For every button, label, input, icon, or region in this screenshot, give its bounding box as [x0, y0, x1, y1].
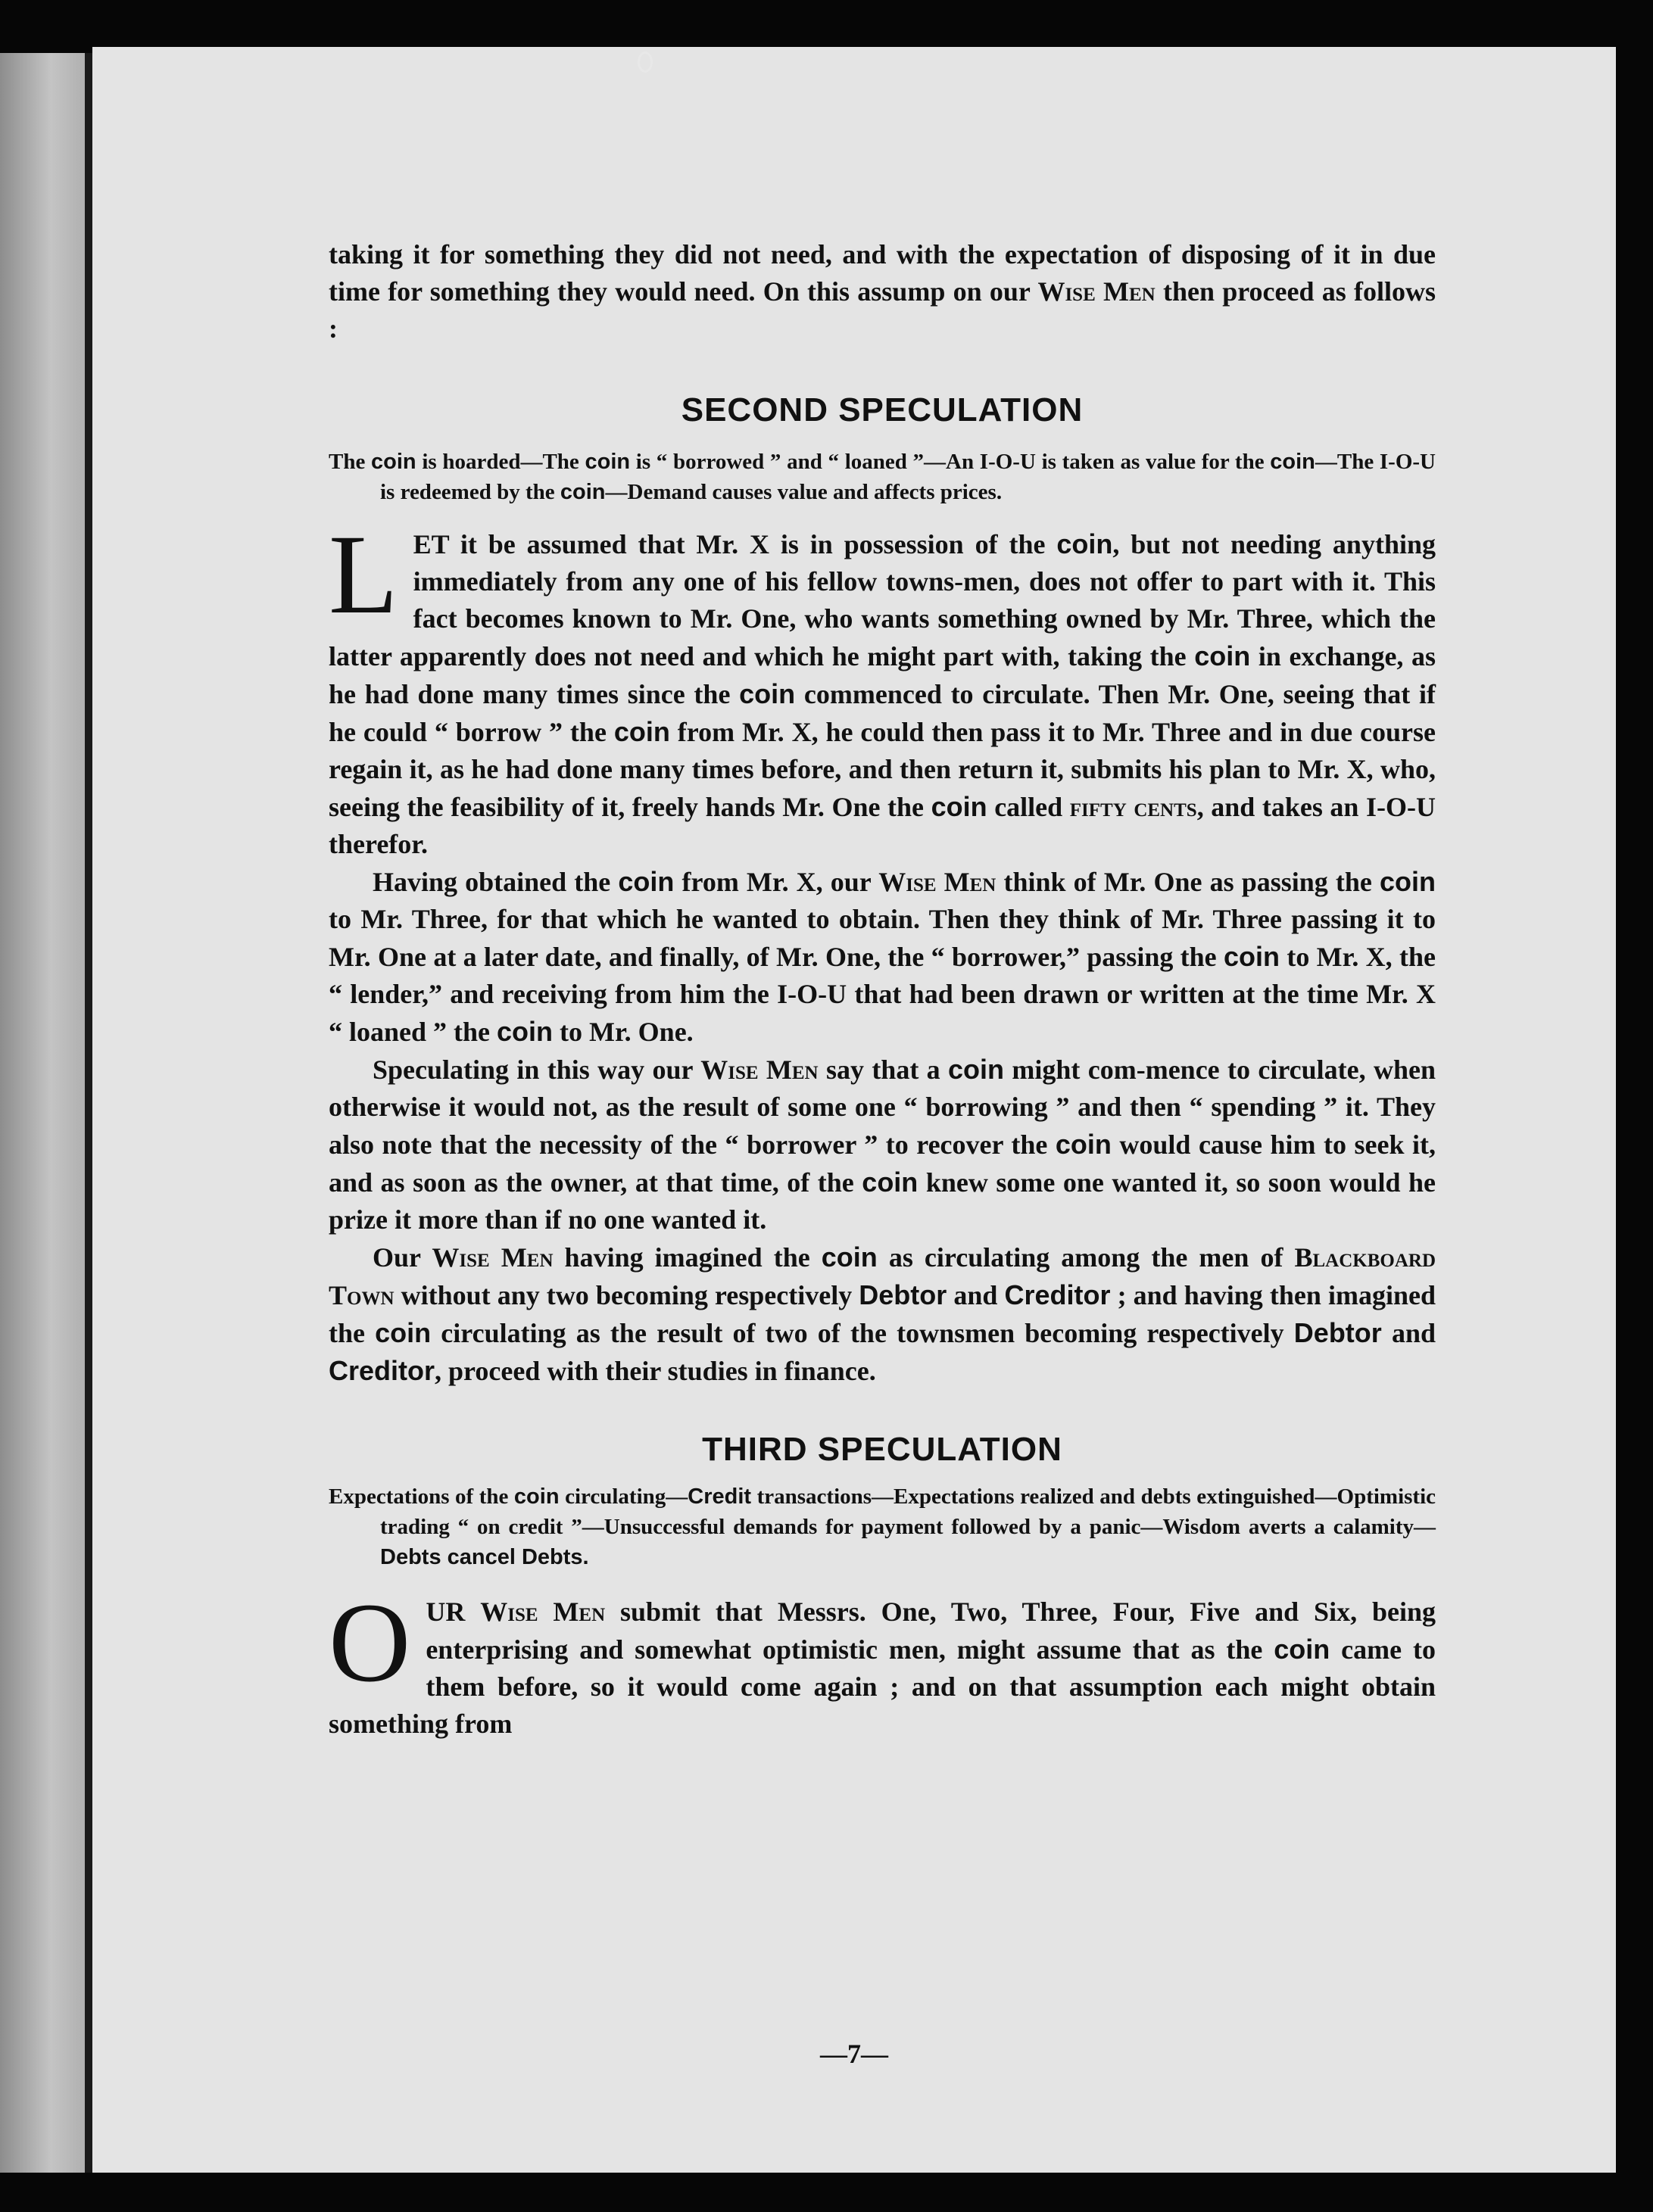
- document-page: [92, 47, 1616, 2173]
- second-speculation-heading: SECOND SPECULATION: [681, 391, 1084, 428]
- second-speculation-summary: The coin is hoarded—The coin is “ borrowed ” and “ loaned ”—An I-O-U is taken as value for the coin—The I-O-U is redeemed by the coin—Demand causes value and affects prices.: [329, 450, 1436, 504]
- second-speculation-paragraph-4: Our Wise Men having imagined the coin as circulating among the men of Blackboard Town without any two becoming respectively Debtor and Creditor ; and having then imagined the coin circulating as the result of two of the townsmen becoming respectively Debtor and Creditor, proceed with their studies in finance.: [329, 1242, 1436, 1386]
- page-number: —7—: [820, 2039, 888, 2069]
- third-speculation-paragraph-1: OUR Wise Men submit that Messrs. One, Two, Three, Four, Five and Six, being enterprising and somewhat optimistic men, might assume that as the coin came to them before, so it would come again ; and on that assumption each might obtain something from: [329, 1580, 1436, 1739]
- intro-paragraph: taking it for something they did not need, and with the expectation of disposing of it in due time for something they would need. On this assump on our Wise Men then proceed as follows :: [329, 239, 1436, 344]
- adjacent-page-edge: [0, 53, 85, 2173]
- book-spine: [85, 53, 92, 2173]
- second-speculation-paragraph-3: Speculating in this way our Wise Men say that a coin might com-mence to circulate, when otherwise it would not, as the result of some one “ borrowing ” and then “ spending ” it. They also note that the necessity of the “ borrower ” to recover the coin would cause him to seek it, and as soon as the owner, at that time, of the coin knew some one wanted it, so soon would he prize it more than if no one wanted it.: [329, 1054, 1436, 1235]
- drop-cap-o: O: [329, 1580, 411, 1706]
- drop-cap-l: L: [329, 512, 398, 637]
- third-speculation-heading: THIRD SPECULATION: [702, 1431, 1062, 1468]
- second-speculation-paragraph-1: LET it be assumed that Mr. X is in possession of the coin, but not needing anything immediately from any one of his fellow towns-men, does not offer to part with it. This fact becomes known to Mr. One, who wants something owned by Mr. Three, which the latter apparently does not need and which he might part with, taking the coin in exchange, as he had done many times since the coin commenced to circulate. Then Mr. One, seeing that if he could “ borrow ” the coin from Mr. X, he could then pass it to Mr. Three and in due course regain it, as he had done many times before, and then return it, submits his plan to Mr. X, who, seeing the feasibility of it, freely hands Mr. One the coin called fifty cents, and takes an I-O-U therefor.: [329, 512, 1436, 859]
- third-speculation-summary: Expectations of the coin circulating—Credit transactions—Expectations realized and debts extinguished—Optimistic trading “ on credit ”—Unsuccessful demands for payment followed by a panic—Wisdom averts a calamity—Debts cancel Debts.: [329, 1485, 1436, 1569]
- page-content: [329, 236, 1436, 1743]
- scan-artifact-mark: [638, 51, 653, 73]
- second-speculation-paragraph-2: Having obtained the coin from Mr. X, our Wise Men think of Mr. One as passing the coin to Mr. Three, for that which he wanted to obtain. Then they think of Mr. Three passing it to Mr. One at a later date, and finally, of Mr. One, the “ borrower,” passing the coin to Mr. X, the “ lender,” and receiving from him the I-O-U that had been drawn or written at the time Mr. X “ loaned ” the coin to Mr. One.: [329, 866, 1436, 1047]
